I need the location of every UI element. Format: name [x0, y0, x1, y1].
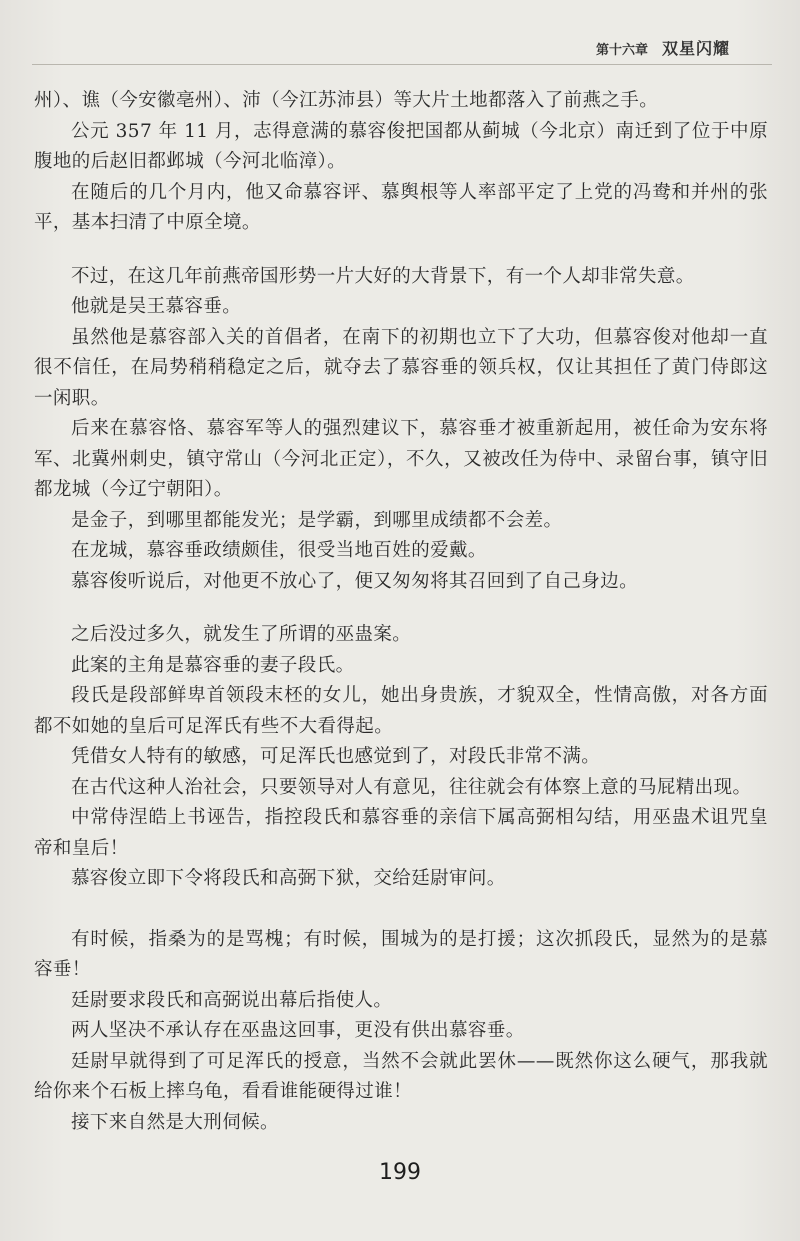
- body-text: [34, 86, 768, 1138]
- paragraph: 是金子，到哪里都能发光；是学霸，到哪里成绩都不会差。: [71, 509, 563, 531]
- paragraph: 此案的主角是慕容垂的妻子段氏。: [71, 654, 355, 676]
- chapter-label: 第十六章: [595, 43, 648, 58]
- header-rule: [32, 64, 772, 65]
- paragraph: 在随后的几个月内，他又命慕容评、慕舆根等人率部平定了上党的冯鸯和并州的张平，基本扫清了中原全境。: [34, 181, 768, 233]
- paragraph: 有时候，指桑为的是骂槐；有时候，围城为的是打援；这次抓段氏，显然为的是慕容垂！: [34, 928, 768, 980]
- paragraph: 凭借女人特有的敏感，可足浑氏也感觉到了，对段氏非常不满。: [71, 746, 601, 767]
- paragraph: 不过，在这几年前燕帝国形势一片大好的大背景下，有一个人却非常失意。: [71, 265, 695, 287]
- paragraph: 州）、谯（今安徽亳州）、沛（今江苏沛县）等大片土地都落入了前燕之手。: [34, 90, 659, 111]
- paragraph: 接下来自然是大刑伺候。: [71, 1111, 279, 1133]
- chapter-title: 双星闪耀: [661, 39, 730, 58]
- paragraph: 慕容俊立即下令将段氏和高弼下狱，交给廷尉审问。: [71, 868, 506, 889]
- paragraph: 在龙城，慕容垂政绩颇佳，很受当地百姓的爱戴。: [71, 540, 487, 561]
- page-number: 199: [379, 1160, 421, 1185]
- paragraph: 廷尉早就得到了可足浑氏的授意，当然不会就此罢休——既然你这么硬气，那我就给你来个石板上摔乌龟，看看谁能硬得过谁！: [34, 1050, 768, 1102]
- paragraph: 公元 357 年 11 月，志得意满的慕容俊把国都从蓟城（今北京）南迁到了位于中原腹地的后赵旧都邺城（今河北临漳）。: [34, 120, 768, 172]
- paragraph: 段氏是段部鲜卑首领段末柸的女儿，她出身贵族，才貌双全，性情高傲，对各方面都不如她的皇后可足浑氏有些不大看得起。: [34, 685, 768, 737]
- paragraph: 他就是吴王慕容垂。: [71, 296, 242, 317]
- paragraph: 廷尉要求段氏和高弼说出幕后指使人。: [71, 989, 393, 1011]
- paragraph: 虽然他是慕容部入关的首倡者，在南下的初期也立下了大功，但慕容俊对他却一直很不信任，在局势稍稍稳定之后，就夺去了慕容垂的领兵权，仅让其担任了黄门侍郎这一闲职。: [34, 326, 768, 409]
- paragraph: 在古代这种人治社会，只要领导对人有意见，往往就会有体察上意的马屁精出现。: [71, 776, 752, 798]
- running-header: [596, 36, 730, 59]
- paragraph: 中常侍涅皓上书诬告，指控段氏和慕容垂的亲信下属高弼相勾结，用巫蛊术诅咒皇帝和皇后！: [34, 807, 768, 859]
- paragraph: 之后没过多久，就发生了所谓的巫蛊案。: [71, 624, 412, 645]
- paragraph: 两人坚决不承认存在巫蛊这回事，更没有供出慕容垂。: [71, 1020, 525, 1041]
- paragraph: 慕容俊听说后，对他更不放心了，便又匆匆将其召回到了自己身边。: [71, 570, 639, 592]
- paragraph: 后来在慕容恪、慕容军等人的强烈建议下，慕容垂才被重新起用，被任命为安东将军、北冀州刺史，镇守常山（今河北正定），不久，又被改任为侍中、录留台事，镇守旧都龙城（今辽宁朝阳）。: [34, 418, 768, 500]
